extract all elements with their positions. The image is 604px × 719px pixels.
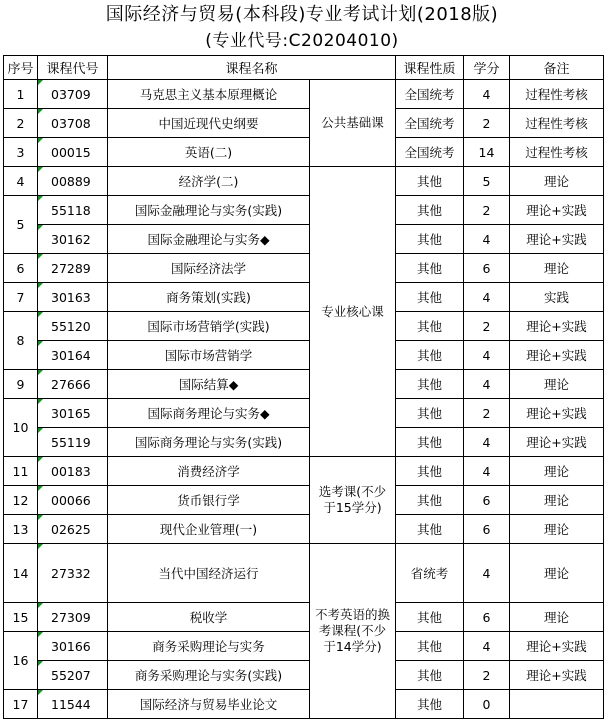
header-name: 课程名称 <box>108 56 396 80</box>
course-code: 27289 <box>38 254 108 283</box>
page-subtitle: (专业代号:C20204010) <box>205 31 399 51</box>
course-name: 国际金融理论与实务(实践) <box>108 196 310 225</box>
row-no: 14 <box>4 544 38 603</box>
table-row <box>4 544 604 603</box>
course-name: 经济学(二) <box>108 167 310 196</box>
course-note: 理论 <box>510 515 604 544</box>
course-code: 27332 <box>38 544 108 603</box>
course-credit: 2 <box>464 109 510 138</box>
course-name: 国际经济与贸易毕业论文 <box>108 690 310 719</box>
course-note: 理论+实践 <box>510 312 604 341</box>
course-name: 国际市场营销学(实践) <box>108 312 310 341</box>
course-nature: 其他 <box>396 486 464 515</box>
course-code: 02625 <box>38 515 108 544</box>
course-name: 国际商务理论与实务◆ <box>108 399 310 428</box>
course-note: 理论+实践 <box>510 428 604 457</box>
course-code: 30162 <box>38 225 108 254</box>
row-no: 15 <box>4 603 38 632</box>
course-note: 理论 <box>510 486 604 515</box>
course-note: 过程性考核 <box>510 109 604 138</box>
course-nature: 其他 <box>396 254 464 283</box>
course-code: 55207 <box>38 661 108 690</box>
course-code: 55118 <box>38 196 108 225</box>
header-credit: 学分 <box>464 56 510 80</box>
course-code: 30165 <box>38 399 108 428</box>
header-nature: 课程性质 <box>396 56 464 80</box>
course-nature: 省统考 <box>396 544 464 603</box>
course-note: 理论 <box>510 167 604 196</box>
course-note: 过程性考核 <box>510 138 604 167</box>
course-nature: 其他 <box>396 603 464 632</box>
table-row <box>4 283 604 312</box>
course-note: 理论+实践 <box>510 661 604 690</box>
course-credit: 4 <box>464 283 510 312</box>
table-row <box>4 486 604 515</box>
course-credit: 4 <box>464 457 510 486</box>
course-nature: 其他 <box>396 196 464 225</box>
course-credit: 4 <box>464 544 510 603</box>
course-code: 27309 <box>38 603 108 632</box>
table-row <box>4 370 604 399</box>
header-row <box>4 56 604 80</box>
row-no: 13 <box>4 515 38 544</box>
course-note <box>510 690 604 719</box>
course-nature: 其他 <box>396 283 464 312</box>
course-name: 国际金融理论与实务◆ <box>108 225 310 254</box>
course-name: 货币银行学 <box>108 486 310 515</box>
exam-plan-table <box>3 55 604 719</box>
course-name: 国际市场营销学 <box>108 341 310 370</box>
course-code: 00183 <box>38 457 108 486</box>
category-substitute: 不考英语的换考课程(不少于14学分) <box>310 544 396 719</box>
row-no: 1 <box>4 80 38 109</box>
course-nature: 其他 <box>396 167 464 196</box>
header-note: 备注 <box>510 56 604 80</box>
table-row <box>4 603 604 632</box>
row-no: 17 <box>4 690 38 719</box>
course-code: 30164 <box>38 341 108 370</box>
course-code: 03709 <box>38 80 108 109</box>
course-name: 国际商务理论与实务(实践) <box>108 428 310 457</box>
table-row <box>4 254 604 283</box>
row-no: 9 <box>4 370 38 399</box>
table-row <box>4 109 604 138</box>
course-note: 理论+实践 <box>510 225 604 254</box>
course-name: 当代中国经济运行 <box>108 544 310 603</box>
course-nature: 其他 <box>396 341 464 370</box>
course-credit: 6 <box>464 254 510 283</box>
row-no: 2 <box>4 109 38 138</box>
course-nature: 其他 <box>396 632 464 661</box>
course-name: 现代企业管理(一) <box>108 515 310 544</box>
course-credit: 2 <box>464 661 510 690</box>
course-credit: 4 <box>464 80 510 109</box>
course-note: 理论+实践 <box>510 632 604 661</box>
course-note: 理论 <box>510 370 604 399</box>
course-credit: 2 <box>464 399 510 428</box>
table-row <box>4 138 604 167</box>
course-credit: 4 <box>464 428 510 457</box>
course-credit: 2 <box>464 196 510 225</box>
course-code: 11544 <box>38 690 108 719</box>
category-elective: 选考课(不少于15学分) <box>310 457 396 544</box>
row-no: 16 <box>4 632 38 690</box>
row-no: 8 <box>4 312 38 370</box>
table-row <box>4 312 604 341</box>
course-name: 商务策划(实践) <box>108 283 310 312</box>
row-no: 10 <box>4 399 38 457</box>
row-no: 3 <box>4 138 38 167</box>
course-note: 理论+实践 <box>510 341 604 370</box>
course-name: 马克思主义基本原理概论 <box>108 80 310 109</box>
course-name: 中国近现代史纲要 <box>108 109 310 138</box>
row-no: 12 <box>4 486 38 515</box>
course-note: 理论 <box>510 254 604 283</box>
course-nature: 全国统考 <box>396 138 464 167</box>
course-credit: 14 <box>464 138 510 167</box>
table-row <box>4 515 604 544</box>
course-code: 00066 <box>38 486 108 515</box>
course-name: 国际结算◆ <box>108 370 310 399</box>
row-no: 6 <box>4 254 38 283</box>
header-no: 序号 <box>4 56 38 80</box>
course-note: 理论 <box>510 603 604 632</box>
course-credit: 5 <box>464 167 510 196</box>
course-code: 00889 <box>38 167 108 196</box>
course-code: 30163 <box>38 283 108 312</box>
table-row <box>4 690 604 719</box>
course-code: 03708 <box>38 109 108 138</box>
row-no: 4 <box>4 167 38 196</box>
table-row <box>4 428 604 457</box>
table-row <box>4 457 604 486</box>
table-row <box>4 632 604 661</box>
course-name: 英语(二) <box>108 138 310 167</box>
course-note: 理论+实践 <box>510 399 604 428</box>
course-nature: 其他 <box>396 225 464 254</box>
course-nature: 全国统考 <box>396 109 464 138</box>
course-nature: 其他 <box>396 312 464 341</box>
course-name: 商务采购理论与实务 <box>108 632 310 661</box>
course-nature: 全国统考 <box>396 80 464 109</box>
row-no: 11 <box>4 457 38 486</box>
course-note: 实践 <box>510 283 604 312</box>
course-nature: 其他 <box>396 661 464 690</box>
table-row <box>4 661 604 690</box>
row-no: 7 <box>4 283 38 312</box>
course-code: 30166 <box>38 632 108 661</box>
course-nature: 其他 <box>396 370 464 399</box>
course-credit: 0 <box>464 690 510 719</box>
header-code: 课程代号 <box>38 56 108 80</box>
course-credit: 4 <box>464 632 510 661</box>
course-name: 消费经济学 <box>108 457 310 486</box>
course-note: 理论 <box>510 457 604 486</box>
course-credit: 6 <box>464 486 510 515</box>
course-name: 商务采购理论与实务(实践) <box>108 661 310 690</box>
course-code: 27666 <box>38 370 108 399</box>
course-name: 税收学 <box>108 603 310 632</box>
category-core: 专业核心课 <box>310 167 396 457</box>
course-nature: 其他 <box>396 457 464 486</box>
table-row <box>4 225 604 254</box>
course-credit: 2 <box>464 312 510 341</box>
table-row <box>4 80 604 109</box>
course-code: 00015 <box>38 138 108 167</box>
course-credit: 4 <box>464 370 510 399</box>
course-note: 理论+实践 <box>510 196 604 225</box>
table-row <box>4 167 604 196</box>
course-code: 55120 <box>38 312 108 341</box>
row-no: 5 <box>4 196 38 254</box>
course-nature: 其他 <box>396 428 464 457</box>
category-public: 公共基础课 <box>310 80 396 167</box>
table-row <box>4 399 604 428</box>
table-row <box>4 196 604 225</box>
course-credit: 6 <box>464 603 510 632</box>
page-title: 国际经济与贸易(本科段)专业考试计划(2018版) <box>105 4 499 25</box>
course-credit: 4 <box>464 225 510 254</box>
course-code: 55119 <box>38 428 108 457</box>
table-row <box>4 341 604 370</box>
course-nature: 其他 <box>396 690 464 719</box>
course-note: 过程性考核 <box>510 80 604 109</box>
course-credit: 6 <box>464 515 510 544</box>
course-credit: 4 <box>464 341 510 370</box>
course-nature: 其他 <box>396 399 464 428</box>
course-nature: 其他 <box>396 515 464 544</box>
course-note: 理论 <box>510 544 604 603</box>
course-name: 国际经济法学 <box>108 254 310 283</box>
